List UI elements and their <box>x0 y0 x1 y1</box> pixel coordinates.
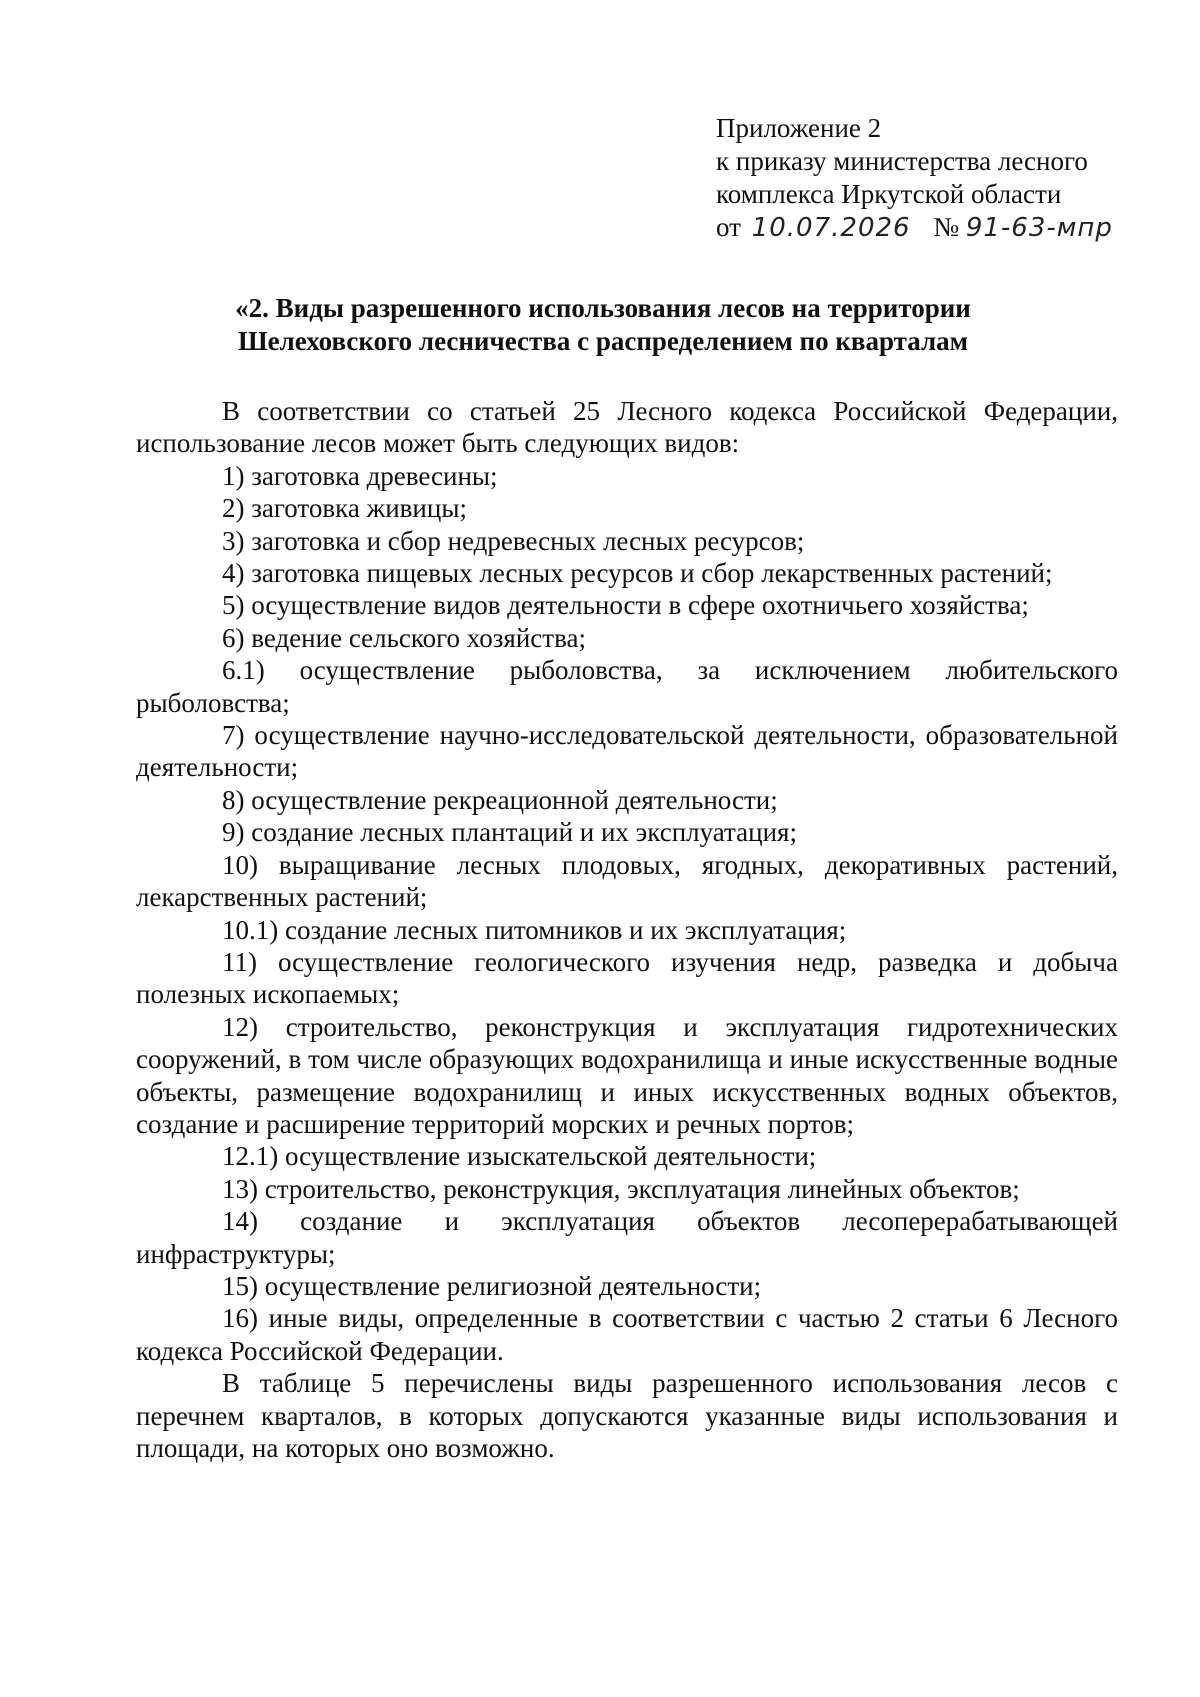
number-prefix: № <box>933 212 960 242</box>
appendix-header <box>716 112 1136 245</box>
appendix-order-line: к приказу министерства лесного <box>716 146 1088 176</box>
title-line-1: «2. Виды разрешенного использования лесов на территории <box>235 293 971 323</box>
document-body <box>136 395 1118 1464</box>
list-item: 6.1) осуществление рыболовства, за исключением любительского рыболовства; <box>136 655 1118 718</box>
list-item: 8) осуществление рекреационной деятельности; <box>222 784 778 815</box>
list-item: 10.1) создание лесных питомников и их эксплуатация; <box>222 914 847 945</box>
intro-paragraph: В соответствии со статьей 25 Лесного кодекса Российской Федерации, использование лесов может быть следующих видов: <box>136 396 1118 459</box>
document-title <box>120 292 1086 358</box>
list-item: 1) заготовка древесины; <box>222 460 498 491</box>
list-item: 16) иные виды, определенные в соответствии с частью 2 статьи 6 Лесного кодекса Российской Федерации. <box>136 1303 1118 1366</box>
date-prefix: от <box>716 212 741 242</box>
list-item: 3) заготовка и сбор недревесных лесных ресурсов; <box>222 525 805 556</box>
list-item: 15) осуществление религиозной деятельности; <box>222 1270 762 1301</box>
title-line-2: Шелеховского лесничества с распределением по кварталам <box>237 326 969 356</box>
list-item: 5) осуществление видов деятельности в сфере охотничьего хозяйства; <box>222 590 1029 621</box>
list-item: 4) заготовка пищевых лесных ресурсов и сбор лекарственных растений; <box>222 558 1053 589</box>
list-item: 6) ведение сельского хозяйства; <box>222 622 586 653</box>
list-item: 10) выращивание лесных плодовых, ягодных, декоративных растений, лекарственных растений; <box>136 849 1118 913</box>
list-item: 12.1) осуществление изыскательской деятельности; <box>222 1141 817 1172</box>
handwritten-number: 91-63-мпр <box>965 213 1113 243</box>
appendix-title: Приложение 2 <box>716 113 882 143</box>
list-item: 13) строительство, реконструкция, эксплуатация линейных объектов; <box>222 1173 1020 1204</box>
list-item: 12) строительство, реконструкция и эксплуатация гидротехнических сооружений, в том числе образующих водохранилища и иные искусственные водные объекты, размещение водохранилищ и иных искусственных водных объектов, создание и расширение территорий морских и речных портов; <box>136 1011 1118 1139</box>
handwritten-date: 10.07.2026 <box>751 213 911 243</box>
list-item: 9) создание лесных плантаций и их эксплуатация; <box>222 817 797 848</box>
list-item: 11) осуществление геологического изучения недр, разведка и добыча полезных ископаемых; <box>136 946 1118 1010</box>
list-item: 2) заготовка живицы; <box>222 493 467 524</box>
appendix-date-number-line <box>716 211 1136 245</box>
list-item: 7) осуществление научно-исследовательской деятельности, образовательной деятельности; <box>136 720 1118 783</box>
appendix-ministry-line: комплекса Иркутской области <box>716 179 1062 209</box>
list-item: 14) создание и эксплуатация объектов лесоперерабатывающей инфраструктуры; <box>136 1206 1118 1269</box>
closing-paragraph: В таблице 5 перечислены виды разрешенного использования лесов с перечнем кварталов, в которых допускаются указанные виды использования и площади, на которых оно возможно. <box>136 1368 1118 1463</box>
